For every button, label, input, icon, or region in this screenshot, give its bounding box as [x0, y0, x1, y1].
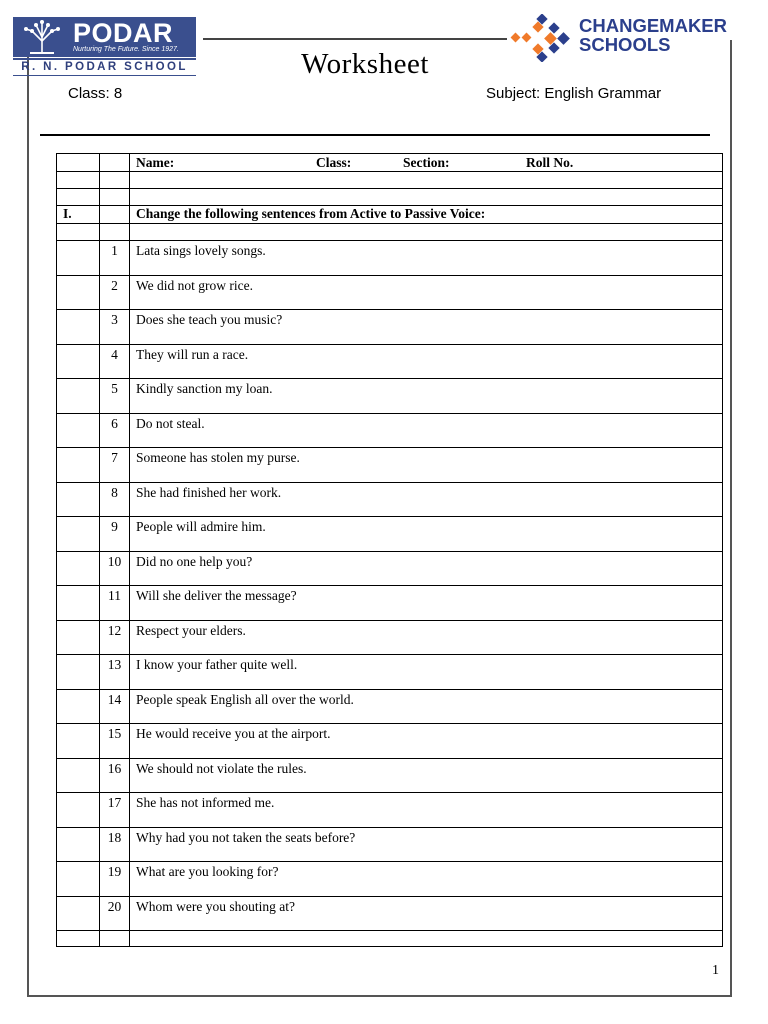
empty-cell: [57, 448, 100, 483]
section-instruction: Change the following sentences from Active to Passive Voice:: [130, 206, 723, 224]
empty-cell: [100, 931, 130, 947]
empty-cell: [57, 482, 100, 517]
question-number: 9: [100, 517, 130, 552]
question-text[interactable]: Do not steal.: [130, 413, 723, 448]
empty-cell: [100, 206, 130, 224]
question-number: 10: [100, 551, 130, 586]
name-label: Name:: [136, 155, 175, 170]
empty-cell: [57, 655, 100, 690]
question-number: 17: [100, 793, 130, 828]
empty-cell: [130, 931, 723, 947]
student-info-row: [57, 154, 723, 172]
section-number: I.: [57, 206, 100, 224]
question-text[interactable]: Respect your elders.: [130, 620, 723, 655]
class-field-label: Class:: [316, 155, 352, 170]
question-text[interactable]: We should not violate the rules.: [130, 758, 723, 793]
tree-icon: [16, 19, 68, 55]
section-label: Section:: [403, 155, 450, 170]
question-text[interactable]: I know your father quite well.: [130, 655, 723, 690]
page-title: Worksheet: [301, 48, 429, 80]
empty-cell: [57, 862, 100, 897]
blank-row: [57, 189, 723, 206]
blank-row: [57, 931, 723, 947]
changemaker-line2: SCHOOLS: [579, 34, 671, 55]
question-number: 16: [100, 758, 130, 793]
question-number: 11: [100, 586, 130, 621]
student-info-cell[interactable]: [130, 154, 723, 172]
question-number: 2: [100, 275, 130, 310]
podar-name: PODAR: [73, 18, 174, 48]
question-number: 3: [100, 310, 130, 345]
question-row: [57, 551, 723, 586]
question-text[interactable]: She has not informed me.: [130, 793, 723, 828]
changemaker-schools-logo: [510, 14, 725, 62]
empty-cell: [57, 586, 100, 621]
empty-cell: [57, 224, 100, 241]
question-row: [57, 724, 723, 759]
question-row: [57, 448, 723, 483]
question-number: 5: [100, 379, 130, 414]
empty-cell: [57, 517, 100, 552]
worksheet-table: [56, 153, 723, 947]
question-row: [57, 275, 723, 310]
question-number: 19: [100, 862, 130, 897]
question-number: 15: [100, 724, 130, 759]
header-divider: [203, 38, 507, 40]
question-text[interactable]: Whom were you shouting at?: [130, 896, 723, 931]
question-row: [57, 344, 723, 379]
empty-cell: [57, 172, 100, 189]
question-row: [57, 655, 723, 690]
question-number: 4: [100, 344, 130, 379]
question-text[interactable]: Kindly sanction my loan.: [130, 379, 723, 414]
empty-cell: [57, 689, 100, 724]
empty-cell: [57, 310, 100, 345]
podar-logo-banner: [13, 17, 196, 57]
empty-cell: [57, 931, 100, 947]
changemaker-line1: CHANGEMAKER: [579, 15, 727, 36]
empty-cell: [57, 379, 100, 414]
question-row: [57, 862, 723, 897]
empty-cell: [57, 896, 100, 931]
question-row: [57, 379, 723, 414]
question-text[interactable]: We did not grow rice.: [130, 275, 723, 310]
empty-cell: [57, 344, 100, 379]
question-number: 12: [100, 620, 130, 655]
empty-cell: [130, 224, 723, 241]
empty-cell: [100, 189, 130, 206]
question-text[interactable]: What are you looking for?: [130, 862, 723, 897]
question-row: [57, 793, 723, 828]
question-row: [57, 620, 723, 655]
blank-row: [57, 172, 723, 189]
empty-cell: [57, 724, 100, 759]
empty-cell: [57, 154, 100, 172]
question-text[interactable]: Lata sings lovely songs.: [130, 241, 723, 276]
empty-cell: [57, 551, 100, 586]
question-number: 13: [100, 655, 130, 690]
question-text[interactable]: Does she teach you music?: [130, 310, 723, 345]
podar-school-logo: [13, 17, 196, 75]
question-row: [57, 310, 723, 345]
question-text[interactable]: People speak English all over the world.: [130, 689, 723, 724]
section-heading-row: [57, 206, 723, 224]
question-text[interactable]: Someone has stolen my purse.: [130, 448, 723, 483]
question-text[interactable]: They will run a race.: [130, 344, 723, 379]
question-number: 14: [100, 689, 130, 724]
empty-cell: [100, 154, 130, 172]
empty-cell: [57, 620, 100, 655]
changemaker-mark-icon: [510, 14, 572, 62]
question-row: [57, 586, 723, 621]
question-row: [57, 482, 723, 517]
question-text[interactable]: Did no one help you?: [130, 551, 723, 586]
question-row: [57, 896, 723, 931]
question-number: 8: [100, 482, 130, 517]
empty-cell: [57, 827, 100, 862]
question-number: 18: [100, 827, 130, 862]
changemaker-text: [579, 16, 727, 54]
question-row: [57, 517, 723, 552]
question-number: 1: [100, 241, 130, 276]
question-number: 20: [100, 896, 130, 931]
question-text[interactable]: People will admire him.: [130, 517, 723, 552]
question-text[interactable]: Why had you not taken the seats before?: [130, 827, 723, 862]
empty-cell: [57, 275, 100, 310]
empty-cell: [57, 241, 100, 276]
question-number: 6: [100, 413, 130, 448]
empty-cell: [57, 189, 100, 206]
empty-cell: [100, 224, 130, 241]
empty-cell: [57, 413, 100, 448]
empty-cell: [130, 172, 723, 189]
question-text[interactable]: He would receive you at the airport.: [130, 724, 723, 759]
header-rule: [40, 134, 710, 136]
blank-row: [57, 224, 723, 241]
question-row: [57, 413, 723, 448]
question-number: 7: [100, 448, 130, 483]
class-label: Class: 8: [68, 85, 123, 102]
empty-cell: [57, 758, 100, 793]
podar-school-name: R. N. PODAR SCHOOL: [13, 58, 196, 76]
subject-label: Subject: English Grammar: [486, 85, 662, 102]
question-text[interactable]: She had finished her work.: [130, 482, 723, 517]
roll-no-label: Roll No.: [526, 155, 574, 170]
podar-tagline: Nurturing The Future. Since 1927.: [73, 46, 179, 53]
empty-cell: [57, 793, 100, 828]
question-row: [57, 689, 723, 724]
question-row: [57, 827, 723, 862]
question-row: [57, 241, 723, 276]
page-number: 1: [712, 963, 719, 978]
empty-cell: [130, 189, 723, 206]
question-row: [57, 758, 723, 793]
empty-cell: [100, 172, 130, 189]
question-text[interactable]: Will she deliver the message?: [130, 586, 723, 621]
